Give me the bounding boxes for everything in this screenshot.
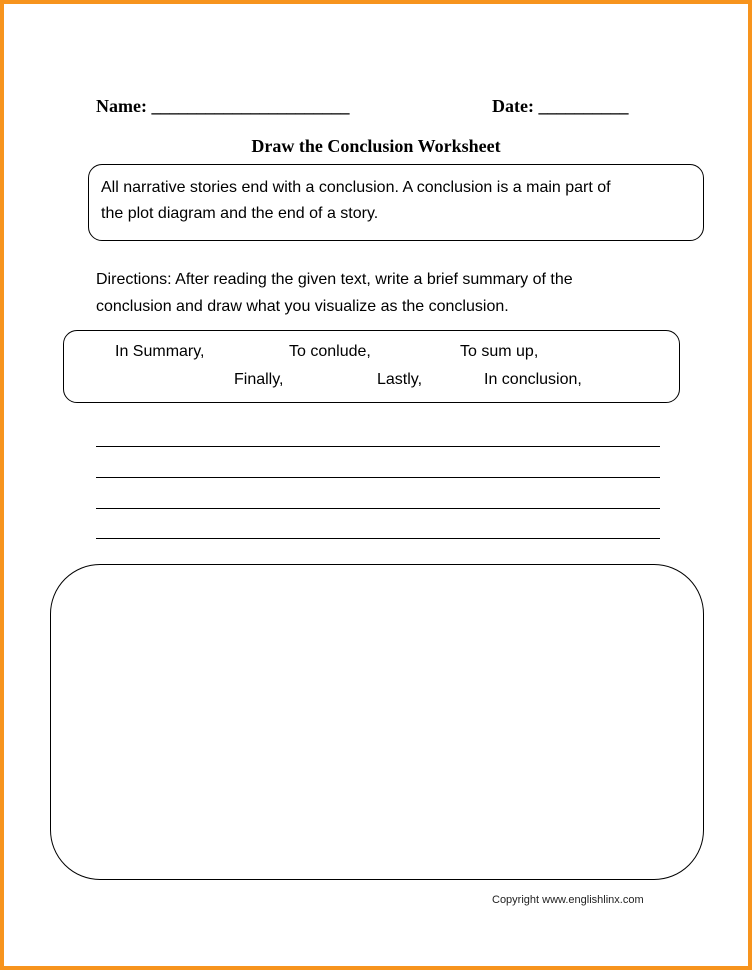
word-bank-item: To sum up, xyxy=(460,343,539,360)
name-label: Name: xyxy=(96,96,147,116)
word-bank-item: To conlude, xyxy=(289,343,371,360)
date-field[interactable] xyxy=(492,96,628,117)
word-bank-item: In Summary, xyxy=(115,343,205,360)
directions-line-2: conclusion and draw what you visualize as the conclusion. xyxy=(96,298,509,315)
worksheet-title: Draw the Conclusion Worksheet xyxy=(251,136,501,156)
drawing-area[interactable] xyxy=(50,564,704,880)
summary-line-4[interactable] xyxy=(96,538,660,539)
word-bank-item: Lastly, xyxy=(377,371,423,388)
name-blank[interactable]: ______________________ xyxy=(151,96,350,116)
directions xyxy=(96,266,676,320)
intro-line-2: the plot diagram and the end of a story. xyxy=(101,205,379,222)
date-blank[interactable]: __________ xyxy=(538,96,629,116)
summary-line-2[interactable] xyxy=(96,477,660,478)
intro-box xyxy=(88,164,704,241)
date-label: Date: xyxy=(492,96,534,116)
summary-line-3[interactable] xyxy=(96,508,660,509)
copyright-text: Copyright www.englishlinx.com xyxy=(492,894,644,906)
directions-line-1: Directions: After reading the given text, write a brief summary of the xyxy=(96,271,573,288)
name-field[interactable] xyxy=(96,96,349,117)
word-bank-item: Finally, xyxy=(234,371,284,388)
summary-line-1[interactable] xyxy=(96,446,660,447)
word-bank-item: In conclusion, xyxy=(484,371,582,388)
intro-line-1: All narrative stories end with a conclusion. A conclusion is a main part of xyxy=(101,179,611,196)
word-bank-box xyxy=(63,330,680,403)
